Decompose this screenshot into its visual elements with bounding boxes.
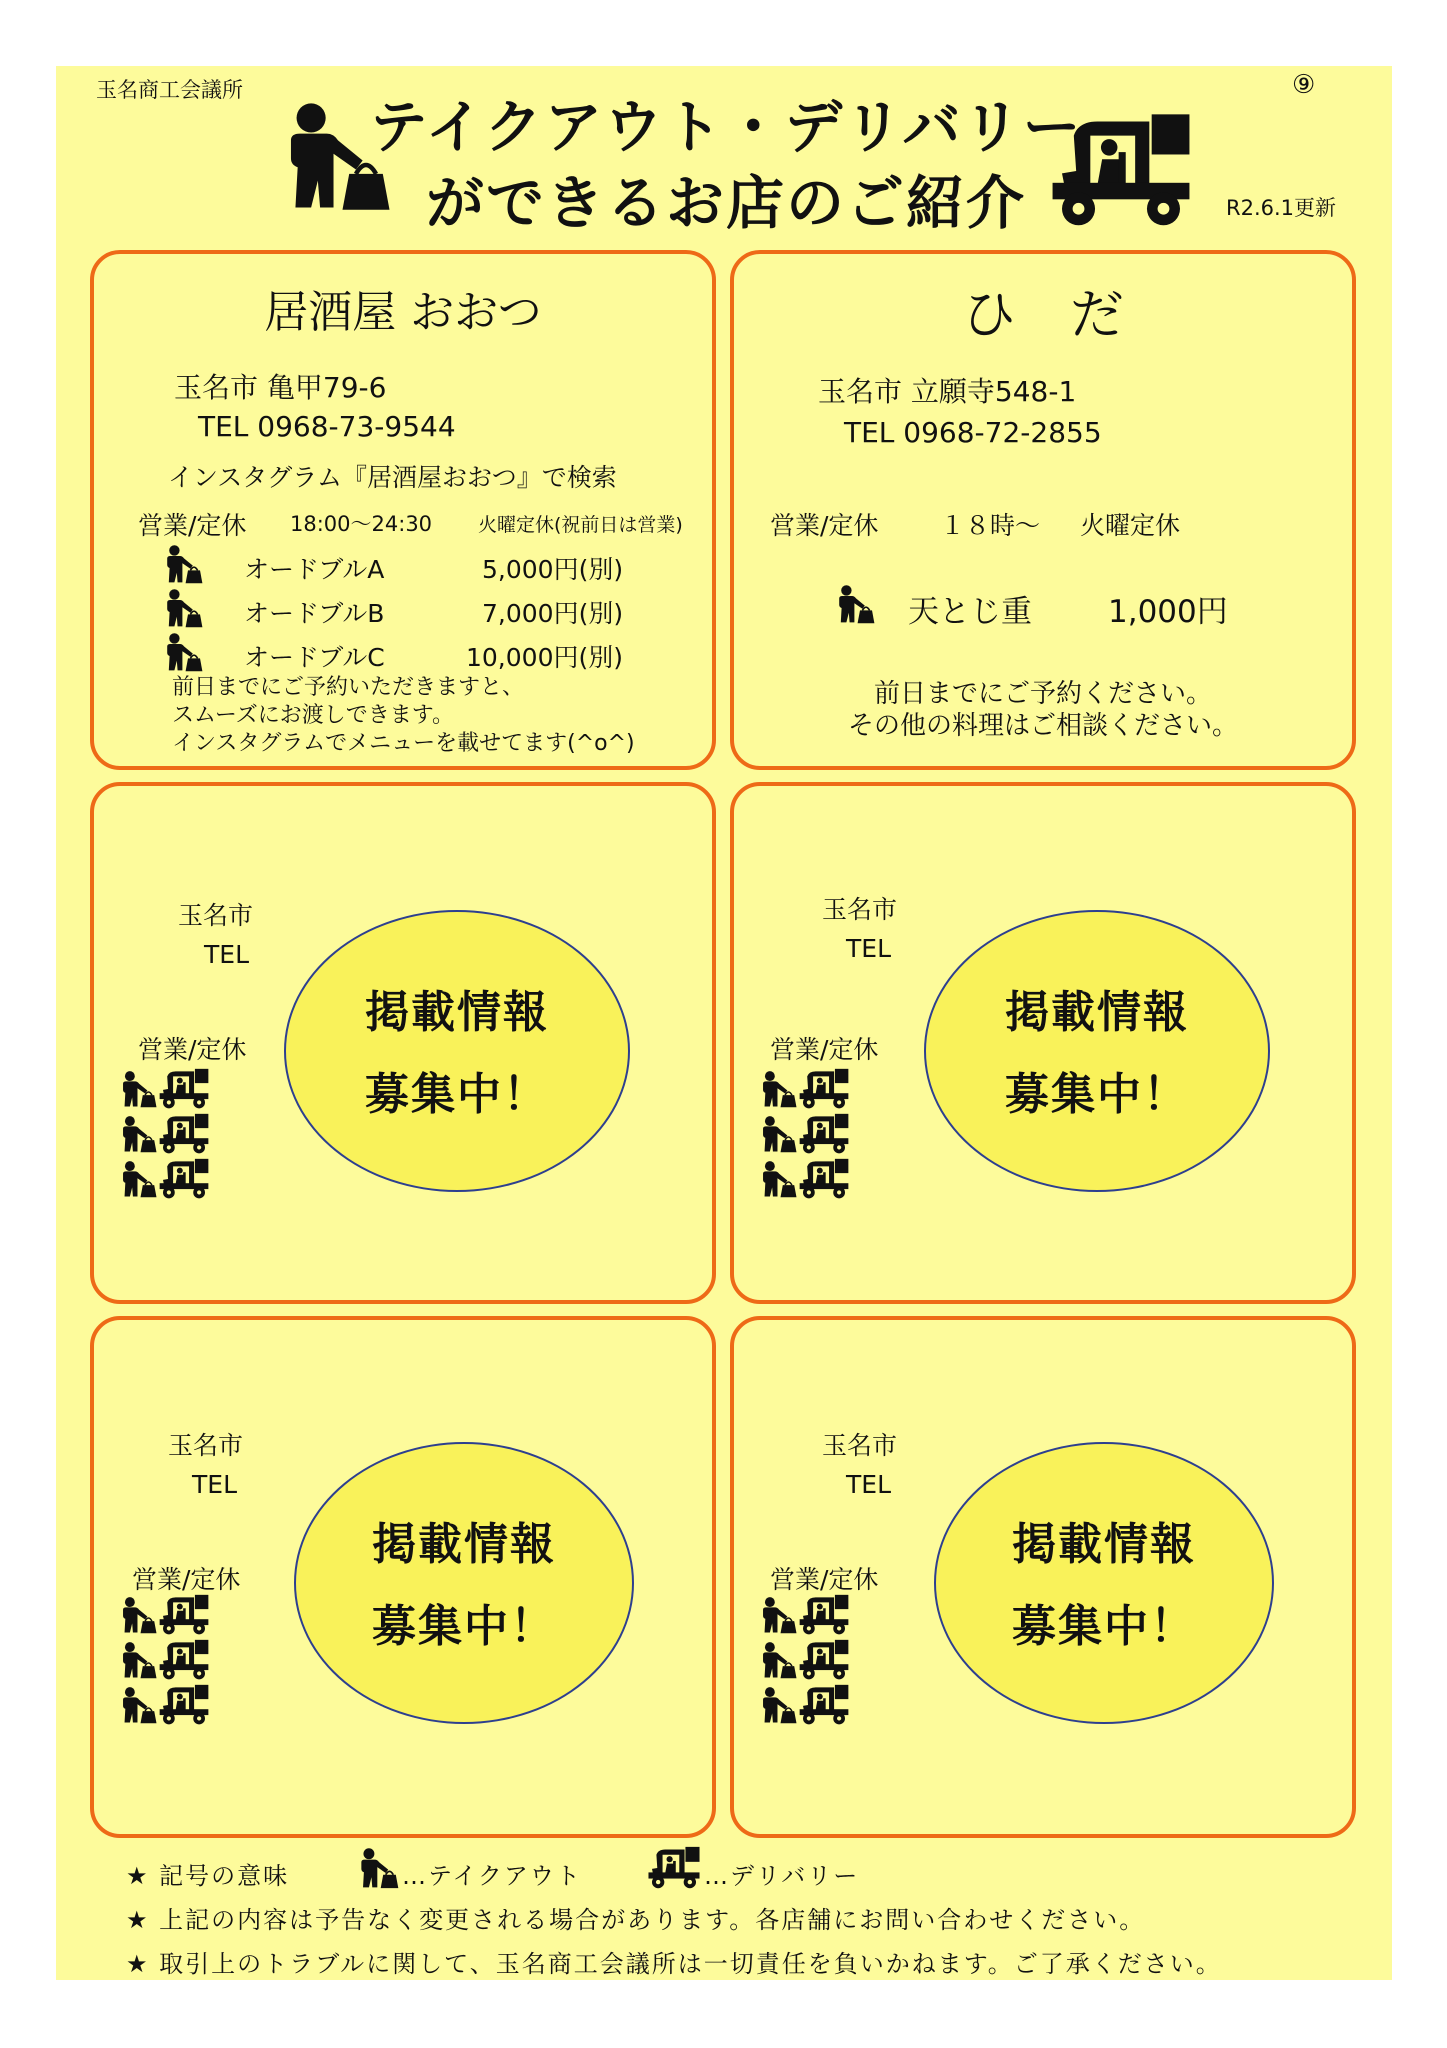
- menu-item-name: オードブルB: [244, 599, 385, 628]
- delivery-icon: [646, 1846, 702, 1890]
- service-icons: [760, 1592, 850, 1727]
- recruiting-circle: [284, 910, 630, 1192]
- closed-day: 火曜定休(祝前日は営業): [478, 514, 683, 536]
- delivery-icon: [158, 1684, 210, 1726]
- hours-label: 営業/定休: [138, 511, 247, 540]
- recruit-line1: 掲載情報: [1012, 1519, 1196, 1570]
- placeholder-card: [90, 782, 716, 1304]
- shop-note: [734, 678, 1352, 742]
- service-icons: [120, 1066, 210, 1201]
- delivery-icon: [798, 1113, 850, 1155]
- takeout-icon: [164, 588, 204, 628]
- takeout-icon: [760, 1115, 798, 1153]
- takeout-icon: [164, 544, 204, 584]
- menu-item-name: オードブルA: [244, 555, 385, 584]
- legend-label: ★ 記号の意味: [126, 1862, 290, 1890]
- shop-card-hida: [730, 250, 1356, 770]
- takeout-icon: [760, 1070, 798, 1108]
- tel-label: TEL: [204, 940, 249, 969]
- tel-label: TEL: [192, 1470, 237, 1499]
- hours-label: 営業/定休: [132, 1565, 241, 1594]
- menu-item-name: オードブルC: [244, 643, 385, 672]
- recruit-line2: 募集中！: [1005, 1069, 1189, 1120]
- hours-label: 営業/定休: [138, 1035, 247, 1064]
- delivery-icon: [798, 1158, 850, 1200]
- takeout-icon: [760, 1596, 798, 1634]
- menu-item-price: 1,000円: [1108, 594, 1228, 630]
- recruit-line1: 掲載情報: [372, 1519, 556, 1570]
- shop-tel: TEL 0968-73-9544: [198, 410, 456, 443]
- takeout-icon: [760, 1160, 798, 1198]
- hours-label: 営業/定休: [770, 511, 879, 540]
- note-line: インスタグラムでメニューを載せてます(^o^): [172, 731, 635, 756]
- tel-label: TEL: [846, 934, 891, 963]
- recruiting-circle: [924, 910, 1270, 1192]
- shop-note: [172, 674, 635, 758]
- delivery-icon: [158, 1158, 210, 1200]
- recruiting-circle: [294, 1442, 634, 1724]
- takeout-icon: [358, 1846, 400, 1890]
- hours-label: 営業/定休: [770, 1565, 879, 1594]
- takeout-icon: [120, 1596, 158, 1634]
- delivery-icon: [158, 1113, 210, 1155]
- hours-label: 営業/定休: [770, 1035, 879, 1064]
- city-label: 玉名市: [822, 1431, 898, 1460]
- recruit-line2: 募集中！: [1012, 1601, 1196, 1652]
- footer-note: ★ 上記の内容は予告なく変更される場合があります。各店舗にお問い合わせください。: [126, 1906, 1146, 1934]
- shop-tel: TEL 0968-72-2855: [844, 416, 1102, 449]
- placeholder-card: [730, 1316, 1356, 1838]
- tel-label: TEL: [846, 1470, 891, 1499]
- footer-note: ★ 取引上のトラブルに関して、玉名商工会議所は一切責任を負いかねます。ご了承ください。: [126, 1950, 1222, 1978]
- shop-name: 居酒屋 おおつ: [264, 287, 542, 338]
- takeout-icon: [120, 1070, 158, 1108]
- closed-day: 火曜定休: [1080, 511, 1181, 540]
- placeholder-card: [90, 1316, 716, 1838]
- legend-delivery: …デリバリー: [704, 1862, 860, 1890]
- city-label: 玉名市: [178, 901, 254, 930]
- takeout-icon: [120, 1160, 158, 1198]
- delivery-icon: [158, 1068, 210, 1110]
- service-icons: [120, 1592, 210, 1727]
- delivery-icon: [798, 1639, 850, 1681]
- takeout-icon: [164, 632, 204, 672]
- takeout-icon: [836, 584, 876, 624]
- shop-card-ootsu: [90, 250, 716, 770]
- page-number: ⑨: [1292, 70, 1316, 100]
- update-date: R2.6.1更新: [1226, 196, 1337, 220]
- hours-value: 18:00～24:30: [290, 512, 433, 536]
- takeout-icon: [120, 1686, 158, 1724]
- shop-address: 玉名市 亀甲79-6: [174, 371, 387, 404]
- recruit-line2: 募集中！: [365, 1069, 549, 1120]
- delivery-icon: [798, 1684, 850, 1726]
- placeholder-card: [730, 782, 1356, 1304]
- service-icons: [760, 1066, 850, 1201]
- note-line: スムーズにお渡しできます。: [172, 703, 455, 728]
- shop-instagram: インスタグラム『居酒屋おおつ』で検索: [168, 463, 617, 492]
- delivery-icon: [798, 1068, 850, 1110]
- takeout-icon: [120, 1115, 158, 1153]
- city-label: 玉名市: [168, 1431, 244, 1460]
- recruit-line2: 募集中！: [372, 1601, 556, 1652]
- organization-name: 玉名商工会議所: [96, 78, 243, 102]
- note-line: 前日までにご予約いただきますと、: [172, 675, 525, 700]
- city-label: 玉名市: [822, 895, 898, 924]
- takeout-icon: [760, 1686, 798, 1724]
- recruit-line1: 掲載情報: [1005, 987, 1189, 1038]
- shop-name: ひ だ: [962, 283, 1124, 346]
- note-line: その他の料理はご相談ください。: [847, 711, 1238, 741]
- menu-item-price: 7,000円(別): [482, 599, 624, 628]
- note-line: 前日までにご予約ください。: [873, 679, 1212, 709]
- hours-value: １８時～: [940, 511, 1041, 540]
- delivery-icon: [798, 1594, 850, 1636]
- takeout-icon: [120, 1641, 158, 1679]
- shop-address: 玉名市 立願寺548-1: [818, 375, 1077, 408]
- takeout-icon: [760, 1641, 798, 1679]
- page-title-line1: テイクアウト・デリバリー: [369, 93, 1083, 161]
- page-title-line2: ができるお店のご紹介: [425, 169, 1026, 237]
- recruiting-circle: [934, 1442, 1274, 1724]
- legend-takeout: …テイクアウト: [402, 1862, 582, 1890]
- delivery-icon: [158, 1594, 210, 1636]
- flyer-page: [56, 66, 1392, 1980]
- menu-item-name: 天とじ重: [908, 594, 1032, 630]
- recruit-line1: 掲載情報: [365, 987, 549, 1038]
- menu-item-price: 10,000円(別): [466, 643, 623, 672]
- menu-item-price: 5,000円(別): [482, 555, 624, 584]
- delivery-icon: [158, 1639, 210, 1681]
